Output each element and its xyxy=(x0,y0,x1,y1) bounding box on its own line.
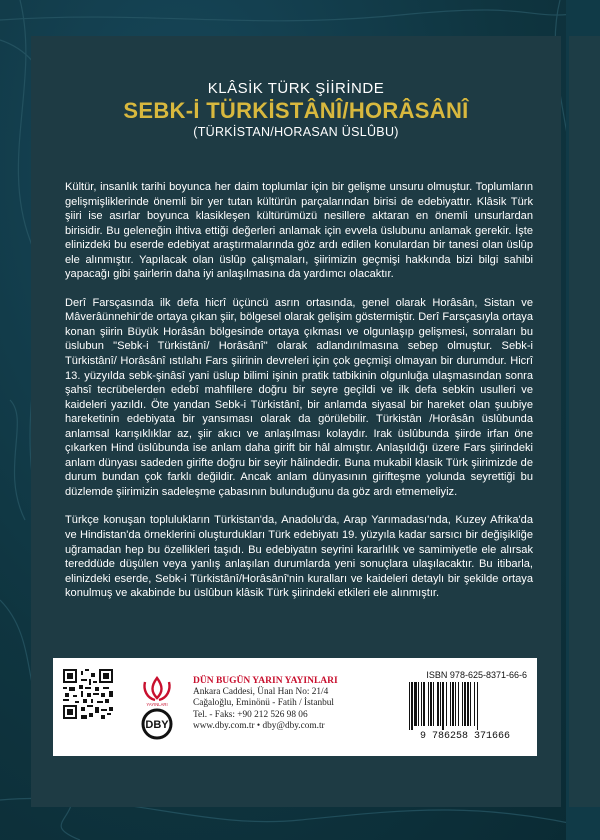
logo-small-text: YAYINLARI xyxy=(146,702,168,707)
publisher-address-2: Cağaloğlu, Eminönü - Fatih / İstanbul xyxy=(193,698,334,709)
logo-text: DBY xyxy=(145,719,169,731)
supertitle: KLÂSİK TÜRK ŞİİRİNDE xyxy=(207,80,385,97)
paragraph-2: Derî Farsçasında ilk defa hicrî üçüncü asrın ortasında, genel olarak Horâsân, Sistan ve Mâverâünnehir'de ortaya çıkan şiir, bölgesel olarak gelişim göstermiştir. Derî Farsçasıyla ortaya konan şiirin Büyük Horâsân bölgesinde ortaya çıkması ve olgunlaşıp gelişmesi, sonraları bu üslubun "Sebk-i Türkistânî/ Horâsânî" olarak adlandırılmasına sebep olmuştur. Sebk-i Türkistânî/ Horâsânî ıstılahı Fars şiirinin devreleri için çok geçmişi olmayan bir durumdur. Hicrî 13. yüzyılda sebk-şinâsî yani üslup bilimi işinin pratik tatbikinin olgunluğa ulaşmasından sonra şahsî tecrübelerden edebî mahfillere doğru bir seyre geçildi ve ilk defa sebkin usulleri ve kaideleri yazıldı. Öte yandan Sebk-i Türkistânî, bir anlamda siyasal bir hareket olan şuubiye hareketinin edebiyata bir yansıması olarak da görülebilir. Türkistân /Horâsân üslûbunda anlamsal karışıklıklar az, şiir akıcı ve anlaşılması kolaydır. Irak üslûbunda şiirde irfan öne çıkarken Hind üslûbunda ise anlam daha girift bir hâl almıştır. Anlaşıldığı üzere Fars şiirindeki anlam dünyası sadeden girifte doğru bir seyir hâlindedir. Buna mukabil klasik Türk şiirimizde de durum bundan çok farklı değildir. Ancak anlam dünyasının girifteşme yolunda seyrettiği bu düzlemde şiirimizin sadeleşme çabasının bulunduğunu da göz ardı etmemeliyiz. xyxy=(65,296,533,498)
isbn-block xyxy=(403,670,527,740)
paragraph-3: Türkçe konuşan toplulukların Türkistan'da, Anadolu'da, Arap Yarımadası'nda, Kuzey Afrika'da ve Hindistan'da örneklerini oluşturdukları Türk edebiyatı 19. yüzyıla kadar sarsıcı bir değişikliğe uğramadan hep bu özellikleri taşıdı. Bu edebiyatın seyrini kararlılık ve samimiyetle ele alırsak tereddüde düşülen veya yanlış anlaşılan durumlarda yeni sonuçlara ulaşılacaktır. Bu itibarla, elinizdeki eserde, Sebk-i Türkistânî/Horâsânî'nin kuralları ve kaideleri detaylı bir şekilde ortaya konulmuş ve akabinde bu üslûbun klâsik Türk şiirindeki etkileri ele alınmıştır. xyxy=(65,514,533,600)
barcode-icon xyxy=(403,682,527,740)
publisher-info xyxy=(193,676,363,732)
title-block xyxy=(31,80,561,140)
publisher-logo-icon xyxy=(137,668,177,744)
publisher-web: www.dby.com.tr • dby@dby.com.tr xyxy=(193,720,325,731)
right-panel-edge xyxy=(569,36,600,807)
main-title: SEBK-İ TÜRKİSTÂNÎ/HORÂSÂNÎ xyxy=(123,98,469,123)
publisher-phone: Tel. - Faks: +90 212 526 98 06 xyxy=(193,709,308,720)
body-text xyxy=(65,180,533,615)
imprint-box xyxy=(53,658,537,756)
publisher-name: DÜN BUGÜN YARIN YAYINLARI xyxy=(193,676,338,686)
qr-code-icon xyxy=(63,669,113,719)
subtitle: (TÜRKİSTAN/HORASAN ÜSLÛBU) xyxy=(193,125,399,139)
paragraph-1: Kültür, insanlık tarihi boyunca her daim toplumlar için bir gelişme unsuru olmuştur. Toplumların gelişmişliklerinde önemli bir yer tutan kültürün parçalarından birisi de edebiyattır. Klâsik Türk şiiri ise asırlar boyunca klasikleşen kültürümüzü nesillere aktaran en önemli unsurlardan birisidir. Bu geleneğin ihtiva ettiği değerleri anlamak için evvela üslubunu anlamak gerekir. İşte elinizdeki bu eserde edebiyat araştırmalarında göz ardı edilen konulardan bir tanesi olan üslûp ele alınmıştır. Yapılacak olan üslûp çalışmaları, şiirimizin geçmişi hakkında bizi bilgi sahibi yapacağı gibi şairlerin daha iyi anlaşılmasına da yardımcı olacaktır. xyxy=(65,181,533,281)
isbn-label: ISBN 978-625-8371-66-6 xyxy=(426,670,527,680)
publisher-address-1: Ankara Caddesi, Ünal Han No: 21/4 xyxy=(193,687,329,698)
barcode-digits: 9 786258 371666 xyxy=(419,731,511,740)
